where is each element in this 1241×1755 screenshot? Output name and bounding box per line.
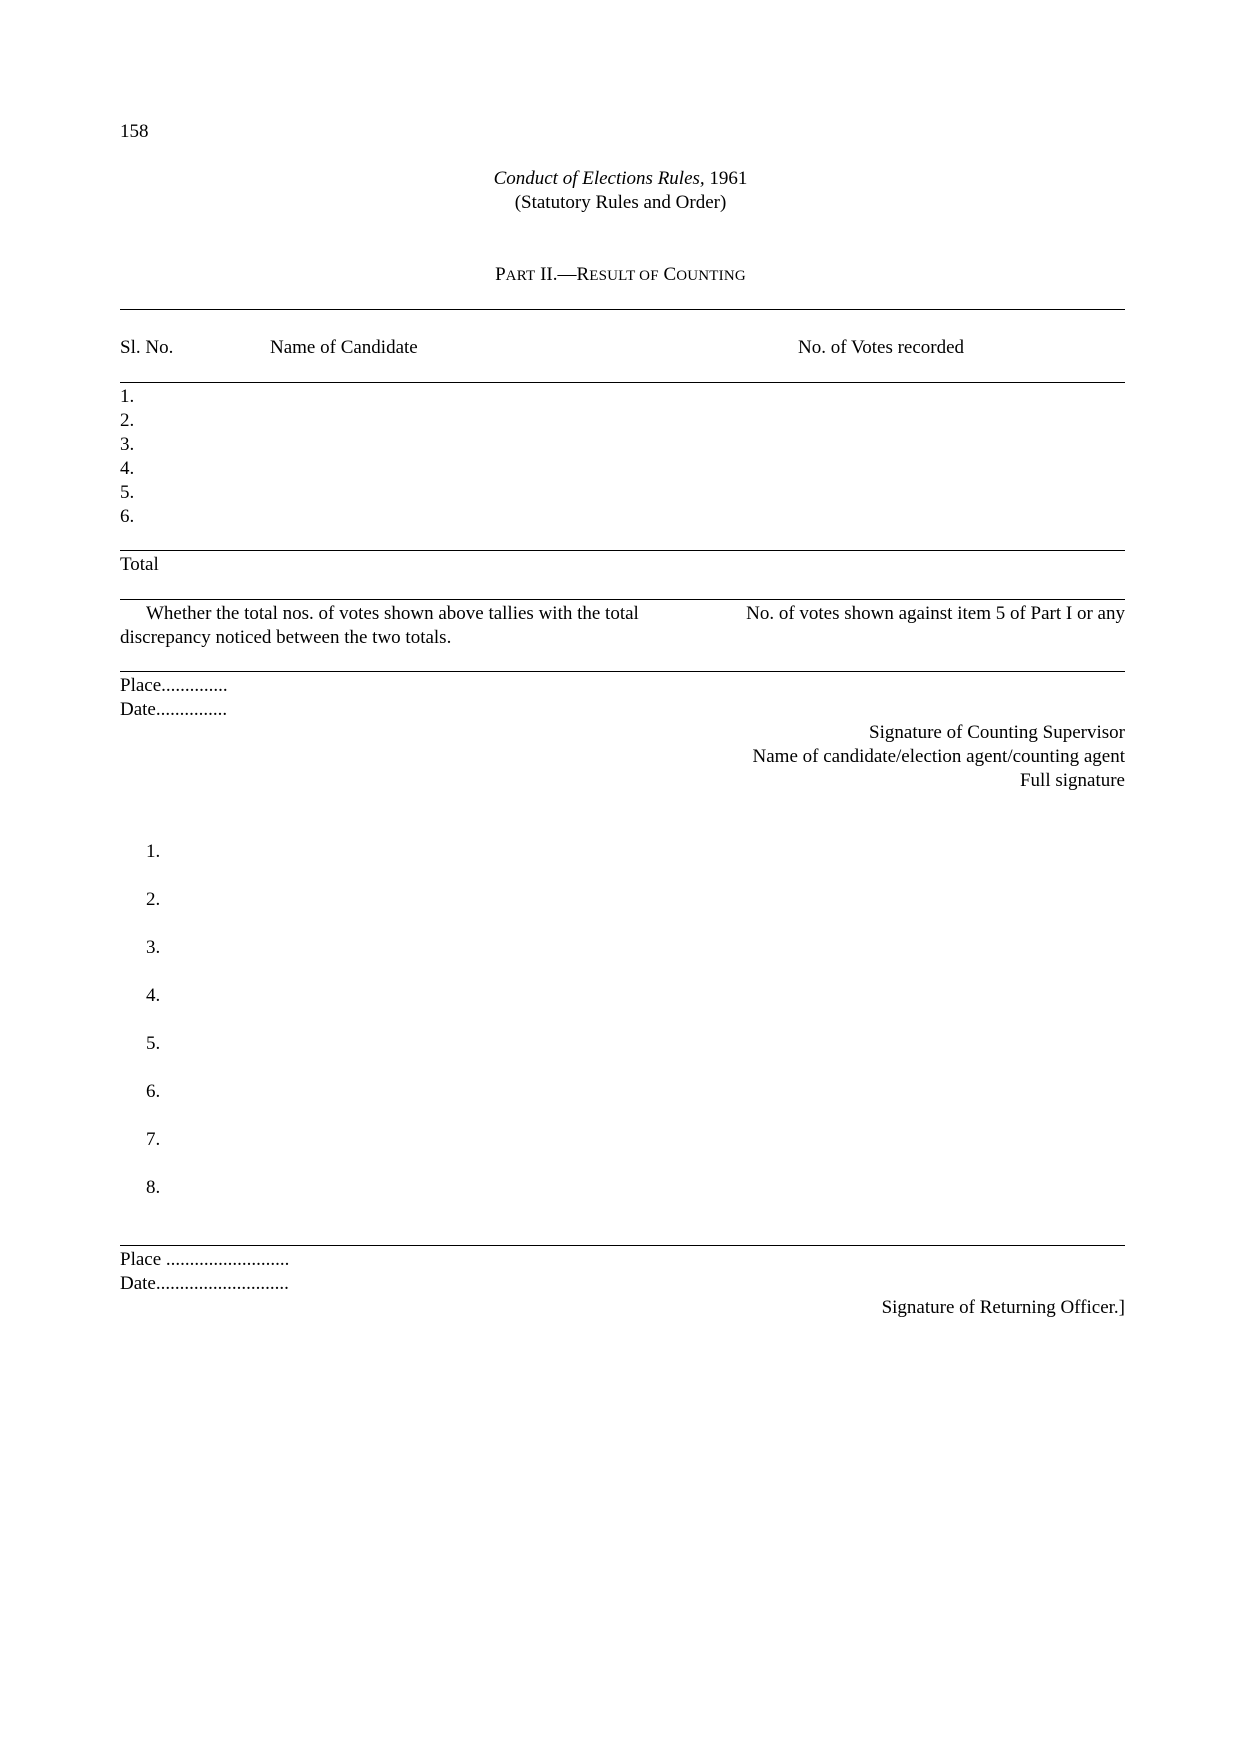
list-item: 2.: [146, 889, 161, 910]
returning-officer-signature: Signature of Returning Officer.]: [881, 1297, 1125, 1318]
column-header-sl-no: Sl. No.: [120, 337, 174, 358]
list-item: 7.: [146, 1129, 161, 1150]
divider: [120, 599, 1125, 600]
table-row-number: 2.: [120, 410, 135, 431]
page-number: 158: [120, 121, 149, 142]
part-heading: [0, 264, 1241, 287]
table-row-number: 4.: [120, 458, 135, 479]
list-item: 8.: [146, 1177, 161, 1198]
list-item: 4.: [146, 985, 161, 1006]
part-number: II.—: [535, 264, 577, 285]
divider: [120, 382, 1125, 383]
date-field: Date...............: [120, 699, 228, 720]
table-row-number: 6.: [120, 506, 135, 527]
table-row-number: 1.: [120, 386, 135, 407]
column-header-candidate: Name of Candidate: [270, 337, 418, 358]
document-subtitle: (Statutory Rules and Order): [514, 192, 727, 213]
table-row-number: 3.: [120, 434, 135, 455]
list-item: 3.: [146, 937, 161, 958]
part-cap: P: [495, 264, 506, 285]
date-field: Date............................: [120, 1273, 289, 1294]
counting-cap: C: [658, 264, 677, 285]
list-item: 6.: [146, 1081, 161, 1102]
divider: [120, 550, 1125, 551]
list-item: 1.: [146, 841, 161, 862]
place-field: Place..............: [120, 675, 228, 696]
counting-supervisor-signature: Signature of Counting Supervisor: [869, 722, 1125, 743]
title-italic: Conduct of Elections Rules,: [493, 168, 705, 189]
document-title: [0, 168, 1241, 190]
table-row-number: 5.: [120, 482, 135, 503]
tally-text-left: Whether the total nos. of votes shown above tallies with the total: [146, 603, 639, 624]
divider: [120, 671, 1125, 672]
result-cap: R: [576, 264, 590, 285]
list-item: 5.: [146, 1033, 161, 1054]
divider: [120, 1245, 1125, 1246]
total-label: Total: [120, 554, 159, 575]
result-rest: ESULT OF: [589, 268, 659, 284]
place-field: Place ..........................: [120, 1249, 290, 1270]
part-rest: ART: [505, 268, 536, 284]
tally-text-line2: discrepancy noticed between the two totals.: [120, 627, 452, 648]
agent-name-label: Name of candidate/election agent/counting agent: [752, 746, 1125, 767]
counting-rest: OUNTING: [676, 268, 746, 284]
tally-text-right: No. of votes shown against item 5 of Part I or any: [746, 603, 1125, 624]
column-header-votes: No. of Votes recorded: [798, 337, 965, 358]
full-signature-label: Full signature: [1019, 770, 1125, 791]
title-year: 1961: [704, 168, 748, 189]
divider: [120, 309, 1125, 310]
